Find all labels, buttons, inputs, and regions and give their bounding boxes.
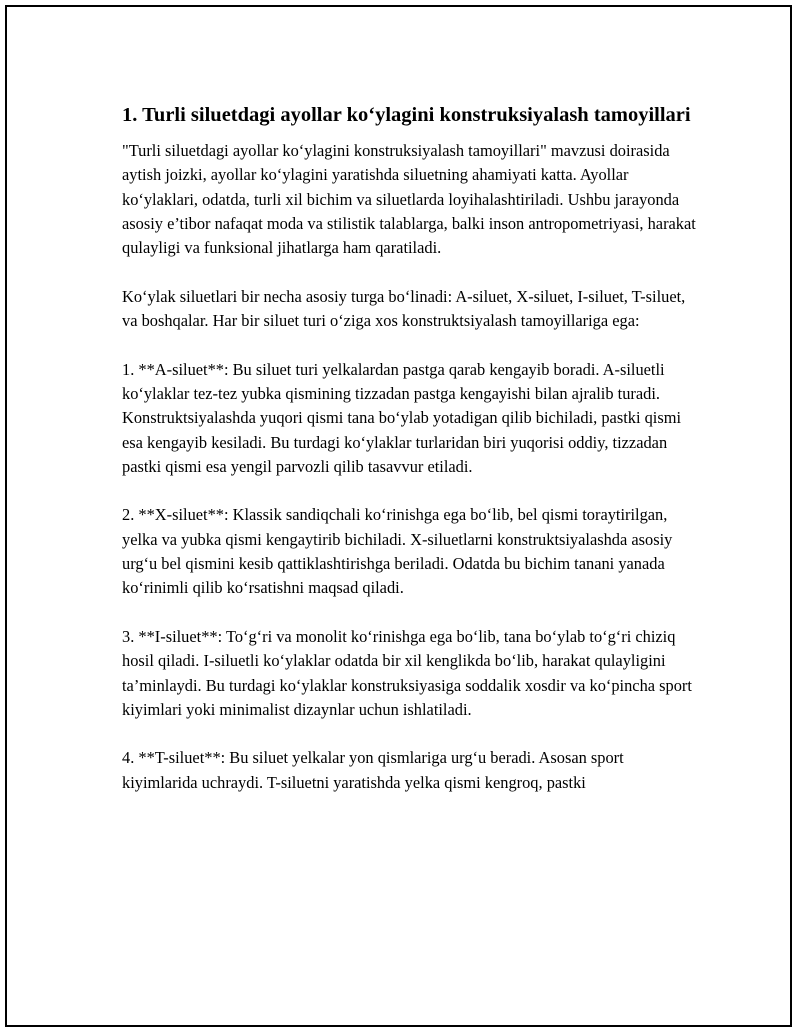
paragraph-intro: "Turli siluetdagi ayollar ko‘ylagini konstruksiyalash tamoyillari" mavzusi doirasida aytish joizki, ayollar ko‘ylagini yaratishda siluetning ahamiyati katta. Ayollar ko‘ylaklari, odatda, turli xil bichim va siluetlarda loyihalashtiriladi. Ushbu jarayonda asosiy e’tibor nafaqat moda va stilistik talablarga, balki inson antropometriyasi, harakat qulayligi va funksional jihatlarga ham qaratiladi. bbox=[122, 141, 696, 258]
paragraph-t-silhouette: 4. **T-siluet**: Bu siluet yelkalar yon qismlariga urg‘u beradi. Asosan sport kiyimlarida uchraydi. T-siluetni yaratishda yelka qismi kengroq, pastki bbox=[122, 748, 624, 792]
paragraph-silhouette-types: Ko‘ylak siluetlari bir necha asosiy turga bo‘linadi: A-siluet, X-siluet, I-siluet, T-siluet, va boshqalar. Har bir siluet turi o‘ziga xos konstruktsiyalash tamoyillariga ega: bbox=[122, 286, 686, 331]
paragraph-x-silhouette: 2. **X-siluet**: Klassik sandiqchali ko‘rinishga ega bo‘lib, bel qismi toraytirilgan, yelka va yubka qismi kengaytirib bichiladi. X-siluetlarni konstruktsiyalashda asosiy urg‘u bel qismini kesib qattiklashtirishga beriladi. Odatda bu bichim tanani yanada ko‘rinimli qilib ko‘rsatishni maqsad qiladi. bbox=[122, 505, 673, 598]
paragraph-i-silhouette: 3. **I-siluet**: To‘g‘ri va monolit ko‘rinishga ega bo‘lib, tana bo‘ylab to‘g‘ri chiziq hosil qiladi. I-siluetli ko‘ylaklar odatda bir xil kenglikda bo‘lib, harakat qulayligini ta’minlaydi. Bu turdagi ko‘ylaklar konstruksiyasiga soddalik xosdir va ko‘pincha sport kiyimlari yoki minimalist dizaynlar uchun ishlatiladi. bbox=[122, 626, 692, 719]
document-body bbox=[122, 102, 697, 795]
document-title: 1. Turli siluetdagi ayollar ko‘ylagini konstruksiyalash tamoyillari bbox=[122, 104, 691, 126]
paragraph-a-silhouette: 1. **A-siluet**: Bu siluet turi yelkalardan pastga qarab kengayib boradi. A-siluetli ko‘ylaklar tez-tez yubka qismining tizzadan pastga kengayishi bilan ajralib turadi. Konstruktsiyalashda yuqori qismi tana bo‘ylab yotadigan qilib bichiladi, pastki qismi esa kengayib kesiladi. Bu turdagi ko‘ylaklar turlaridan biri yuqorisi oddiy, tizzadan pastki qismi esa yengil parvozli qilib tasavvur etiladi. bbox=[122, 359, 682, 476]
page-frame bbox=[5, 5, 792, 1027]
